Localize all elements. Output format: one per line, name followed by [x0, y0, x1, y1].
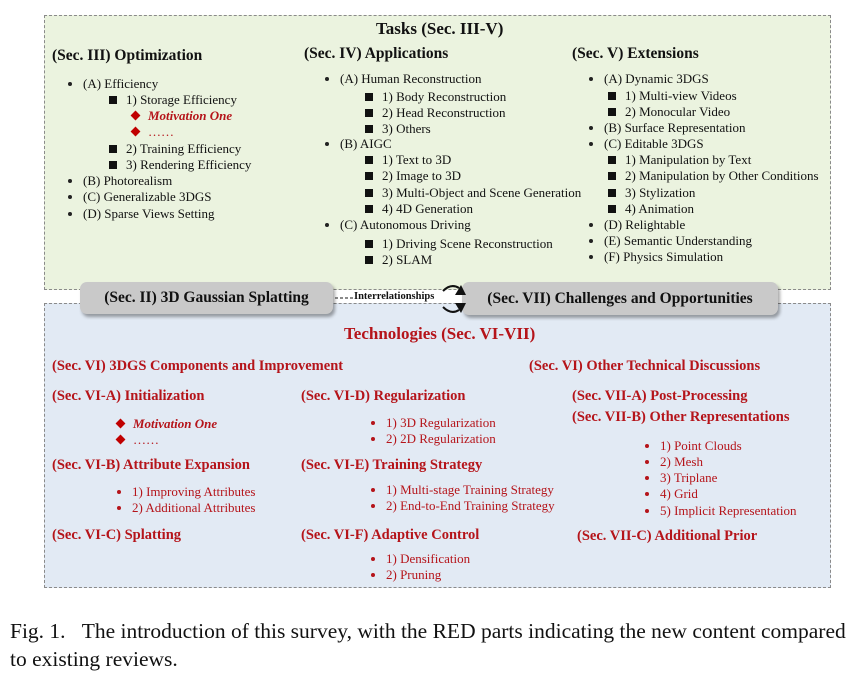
bullet-dot-icon	[589, 77, 593, 81]
square-bullet-icon	[365, 256, 373, 264]
list-item: 3) Others	[365, 121, 431, 137]
bullet-dot-icon	[371, 557, 375, 561]
list-item: 1) Multi-view Videos	[608, 88, 737, 104]
square-bullet-icon	[365, 93, 373, 101]
post-processing-heading: (Sec. VII-A) Post-Processing	[572, 388, 748, 404]
bullet-dot-icon	[589, 126, 593, 130]
technologies-title: Technologies (Sec. VI-VII)	[344, 324, 536, 343]
square-bullet-icon	[608, 172, 616, 180]
square-bullet-icon	[365, 125, 373, 133]
list-item: Motivation One	[117, 416, 217, 432]
diamond-bullet-icon	[116, 418, 126, 428]
training-strategy-heading: (Sec. VI-E) Training Strategy	[301, 457, 483, 473]
bullet-dot-icon	[68, 195, 72, 199]
list-item: (A) Human Reconstruction	[325, 71, 482, 87]
list-item: 1) Densification	[371, 551, 470, 567]
components-heading: (Sec. VI) 3DGS Components and Improvement	[52, 358, 344, 374]
bullet-dot-icon	[589, 223, 593, 227]
list-item: 2) End-to-End Training Strategy	[371, 498, 555, 514]
challenges-box: (Sec. VII) Challenges and Opportunities	[462, 282, 778, 315]
list-item: 4) Grid	[645, 486, 698, 502]
list-item: (B) AIGC	[325, 136, 392, 152]
regularization-heading: (Sec. VI-D) Regularization	[301, 388, 466, 404]
square-bullet-icon	[109, 145, 117, 153]
bullet-dot-icon	[645, 444, 649, 448]
list-item: 1) Body Reconstruction	[365, 89, 506, 105]
list-item: 1) Point Clouds	[645, 438, 742, 454]
square-bullet-icon	[608, 92, 616, 100]
list-item: 1) Text to 3D	[365, 152, 451, 168]
bullet-dot-icon	[371, 504, 375, 508]
list-item: 2) 2D Regularization	[371, 431, 496, 447]
bullet-dot-icon	[589, 142, 593, 146]
list-item: 1) Manipulation by Text	[608, 152, 751, 168]
figure-label: Fig. 1.	[10, 619, 66, 643]
list-item: 3) Rendering Efficiency	[109, 157, 251, 173]
connector-arrows	[333, 275, 468, 320]
upper-arrow-icon	[443, 286, 459, 291]
list-item: (B) Surface Representation	[589, 120, 746, 136]
other-representations-heading: (Sec. VII-B) Other Representations	[572, 409, 790, 425]
list-item: 1) Multi-stage Training Strategy	[371, 482, 554, 498]
bullet-dot-icon	[325, 142, 329, 146]
list-item: 3) Multi-Object and Scene Generation	[365, 185, 581, 201]
bullet-dot-icon	[645, 509, 649, 513]
attribute-expansion-heading: (Sec. VI-B) Attribute Expansion	[52, 457, 250, 473]
list-item: (A) Dynamic 3DGS	[589, 71, 709, 87]
other-discussions-heading: (Sec. VI) Other Technical Discussions	[529, 358, 761, 374]
bullet-dot-icon	[325, 77, 329, 81]
bullet-dot-icon	[117, 490, 121, 494]
list-item: 1) Driving Scene Reconstruction	[365, 236, 553, 252]
list-item: ……	[117, 432, 159, 448]
bullet-dot-icon	[645, 460, 649, 464]
adaptive-control-heading: (Sec. VI-F) Adaptive Control	[301, 527, 480, 543]
list-item: (B) Photorealism	[68, 173, 172, 189]
list-item: 2) Additional Attributes	[117, 500, 256, 516]
square-bullet-icon	[365, 172, 373, 180]
diamond-bullet-icon	[131, 126, 141, 136]
list-item: 2) Image to 3D	[365, 168, 461, 184]
list-item: 1) Improving Attributes	[117, 484, 256, 500]
square-bullet-icon	[109, 161, 117, 169]
bullet-dot-icon	[117, 506, 121, 510]
list-item: 3) Stylization	[608, 185, 695, 201]
list-item: 2) SLAM	[365, 252, 432, 268]
list-item: 2) Manipulation by Other Conditions	[608, 168, 819, 184]
lower-arrow-icon	[443, 307, 459, 312]
list-item: (D) Relightable	[589, 217, 685, 233]
list-item: 1) Storage Efficiency	[109, 92, 237, 108]
bullet-dot-icon	[645, 492, 649, 496]
square-bullet-icon	[109, 96, 117, 104]
bullet-dot-icon	[645, 476, 649, 480]
optimization-heading: (Sec. III) Optimization	[52, 47, 203, 64]
additional-prior-heading: (Sec. VII-C) Additional Prior	[577, 528, 758, 544]
square-bullet-icon	[608, 205, 616, 213]
bullet-dot-icon	[68, 82, 72, 86]
bullet-dot-icon	[589, 255, 593, 259]
list-item: 2) Head Reconstruction	[365, 105, 505, 121]
diamond-bullet-icon	[116, 434, 126, 444]
initialization-heading: (Sec. VI-A) Initialization	[52, 388, 205, 404]
bullet-dot-icon	[371, 437, 375, 441]
list-item: 4) Animation	[608, 201, 694, 217]
square-bullet-icon	[608, 108, 616, 116]
list-item: 2) Mesh	[645, 454, 703, 470]
list-item: (C) Generalizable 3DGS	[68, 189, 212, 205]
bullet-dot-icon	[589, 239, 593, 243]
square-bullet-icon	[365, 156, 373, 164]
list-item: 5) Implicit Representation	[645, 503, 796, 519]
list-item: ……	[132, 124, 174, 140]
list-item: 2) Pruning	[371, 567, 441, 583]
bullet-dot-icon	[325, 223, 329, 227]
square-bullet-icon	[365, 205, 373, 213]
bullet-dot-icon	[68, 179, 72, 183]
list-item: (C) Editable 3DGS	[589, 136, 704, 152]
bullet-dot-icon	[371, 421, 375, 425]
square-bullet-icon	[608, 156, 616, 164]
list-item: 1) 3D Regularization	[371, 415, 496, 431]
tasks-title: Tasks (Sec. III-V)	[376, 19, 504, 38]
interrelationships-label: Interrelationships	[354, 291, 435, 302]
square-bullet-icon	[608, 189, 616, 197]
extensions-heading: (Sec. V) Extensions	[572, 45, 699, 62]
list-item: (F) Physics Simulation	[589, 249, 723, 265]
applications-heading: (Sec. IV) Applications	[304, 45, 449, 62]
list-item: 2) Monocular Video	[608, 104, 730, 120]
square-bullet-icon	[365, 109, 373, 117]
gaussian-splatting-box: (Sec. II) 3D Gaussian Splatting	[80, 282, 333, 314]
list-item: 3) Triplane	[645, 470, 717, 486]
bullet-dot-icon	[68, 212, 72, 216]
figure-caption	[10, 617, 862, 673]
list-item: Motivation One	[132, 108, 232, 124]
bullet-dot-icon	[371, 488, 375, 492]
splatting-heading: (Sec. VI-C) Splatting	[52, 527, 182, 543]
diamond-bullet-icon	[131, 110, 141, 120]
list-item: (D) Sparse Views Setting	[68, 206, 215, 222]
bullet-dot-icon	[371, 573, 375, 577]
list-item: (E) Semantic Understanding	[589, 233, 752, 249]
square-bullet-icon	[365, 240, 373, 248]
list-item: 2) Training Efficiency	[109, 141, 241, 157]
list-item: 4) 4D Generation	[365, 201, 473, 217]
list-item: (C) Autonomous Driving	[325, 217, 471, 233]
list-item: (A) Efficiency	[68, 76, 158, 92]
caption-text: The introduction of this survey, with the RED parts indicating the new content compared to existing reviews.	[10, 619, 846, 671]
square-bullet-icon	[365, 189, 373, 197]
